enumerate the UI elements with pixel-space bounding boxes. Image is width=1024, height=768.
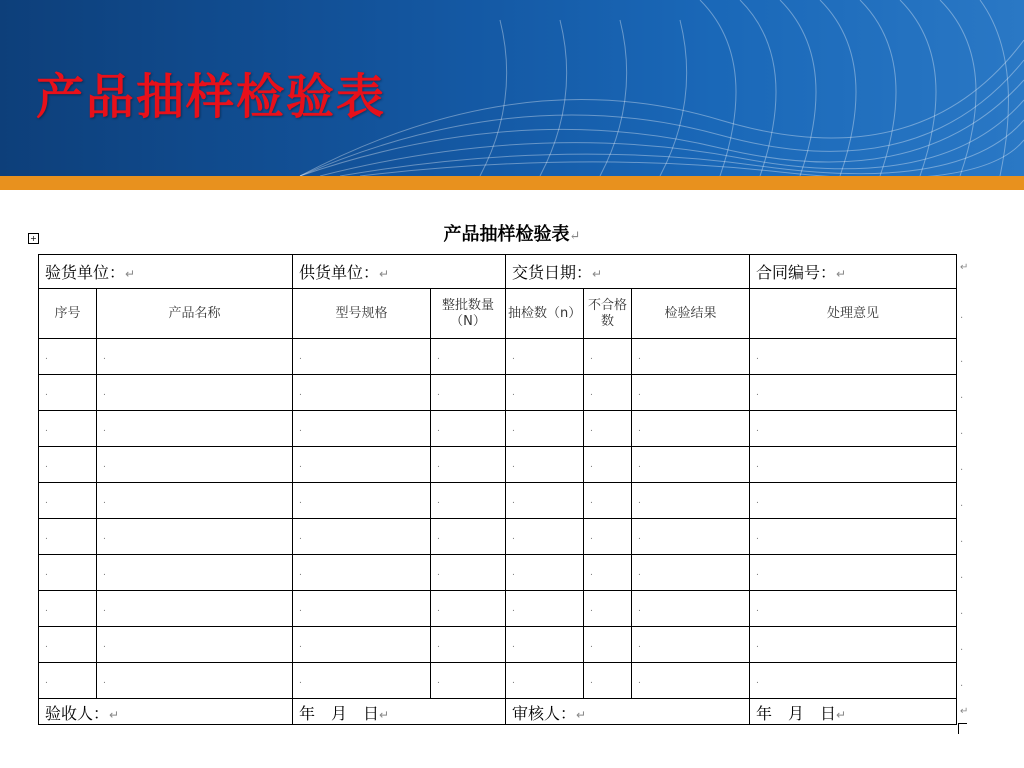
table-cell[interactable]: .	[506, 519, 584, 555]
table-resize-handle-icon[interactable]	[958, 723, 967, 734]
header-serial: 序号	[39, 289, 97, 339]
table-cell[interactable]: .	[750, 627, 957, 663]
row-end-mark: ↵	[960, 706, 969, 717]
supplier-unit-cell[interactable]	[293, 255, 506, 289]
table-cell[interactable]: .	[584, 375, 632, 411]
table-cell[interactable]: .	[584, 339, 632, 375]
table-cell[interactable]: .	[97, 663, 293, 699]
table-row	[39, 339, 957, 375]
table-cell[interactable]: .	[97, 339, 293, 375]
table-cell[interactable]: .	[632, 411, 750, 447]
header-defect-count: 不合格数	[584, 289, 632, 339]
table-cell[interactable]: .	[431, 663, 506, 699]
table-cell[interactable]: .	[632, 447, 750, 483]
table-cell[interactable]: .	[293, 591, 431, 627]
table-row	[39, 555, 957, 591]
table-cell[interactable]: .	[293, 627, 431, 663]
row-end-mark: .	[960, 310, 964, 321]
inspector-unit-label: 验货单位：	[45, 263, 126, 282]
table-cell[interactable]: .	[506, 375, 584, 411]
row-end-mark: .	[960, 354, 964, 365]
row-end-mark: .	[960, 606, 964, 617]
paragraph-mark: ↵	[379, 708, 390, 722]
table-cell[interactable]: .	[97, 483, 293, 519]
table-cell[interactable]: .	[584, 483, 632, 519]
row-end-mark: .	[960, 534, 964, 545]
table-cell[interactable]: .	[97, 447, 293, 483]
table-cell[interactable]: .	[431, 519, 506, 555]
table-cell[interactable]: .	[39, 591, 97, 627]
table-cell[interactable]: .	[431, 555, 506, 591]
table-cell[interactable]: .	[293, 483, 431, 519]
document-title-text: 产品抽样检验表	[443, 224, 570, 245]
table-cell[interactable]: .	[39, 483, 97, 519]
table-cell[interactable]: .	[750, 483, 957, 519]
inspector-unit-cell[interactable]	[39, 255, 293, 289]
row-end-mark: .	[960, 426, 964, 437]
paragraph-mark: ↵	[576, 708, 587, 722]
header-sample-count: 抽检数（n）	[506, 289, 584, 339]
table-cell[interactable]: .	[431, 375, 506, 411]
table-cell[interactable]: .	[632, 555, 750, 591]
table-cell[interactable]: .	[39, 411, 97, 447]
table-cell[interactable]: .	[39, 375, 97, 411]
header-product-name: 产品名称	[97, 289, 293, 339]
table-cell[interactable]: .	[97, 591, 293, 627]
table-cell[interactable]: .	[506, 627, 584, 663]
table-cell[interactable]: .	[506, 591, 584, 627]
reviewer-cell[interactable]	[506, 699, 750, 725]
table-cell[interactable]: .	[39, 627, 97, 663]
table-cell[interactable]: .	[506, 411, 584, 447]
table-cell[interactable]: .	[39, 663, 97, 699]
table-cell[interactable]: .	[431, 627, 506, 663]
delivery-date-label: 交货日期：	[512, 263, 593, 282]
table-row	[39, 447, 957, 483]
header-handling-opinion: 处理意见	[750, 289, 957, 339]
row-end-mark: .	[960, 390, 964, 401]
table-cell[interactable]: .	[584, 411, 632, 447]
table-row	[39, 627, 957, 663]
document-title	[0, 220, 1024, 246]
table-cell[interactable]: .	[97, 555, 293, 591]
contract-number-label: 合同编号：	[756, 263, 837, 282]
table-cell[interactable]: .	[750, 555, 957, 591]
table-cell[interactable]: .	[293, 447, 431, 483]
table-row	[39, 519, 957, 555]
table-cell[interactable]: .	[431, 339, 506, 375]
table-cell[interactable]: .	[39, 447, 97, 483]
header-inspection-result: 检验结果	[632, 289, 750, 339]
banner-title: 产品抽样检验表	[36, 69, 387, 125]
paragraph-mark: ↵	[569, 229, 581, 244]
table-cell[interactable]: .	[584, 519, 632, 555]
receiver-date-cell[interactable]	[293, 699, 506, 725]
table-row	[39, 375, 957, 411]
table-cell[interactable]: .	[97, 411, 293, 447]
header-row	[39, 289, 957, 339]
table-cell[interactable]: .	[431, 447, 506, 483]
header-banner	[0, 0, 1024, 176]
paragraph-mark: ↵	[592, 267, 603, 281]
table-cell[interactable]: .	[750, 375, 957, 411]
accent-bar	[0, 176, 1024, 190]
row-end-mark: .	[960, 570, 964, 581]
paragraph-mark: ↵	[125, 267, 136, 281]
table-cell[interactable]: .	[97, 375, 293, 411]
table-cell[interactable]: .	[750, 519, 957, 555]
table-cell[interactable]: .	[632, 591, 750, 627]
header-model-spec: 型号规格	[293, 289, 431, 339]
table-cell[interactable]: .	[97, 627, 293, 663]
receiver-label: 验收人：	[45, 704, 110, 723]
table-cell[interactable]: .	[750, 339, 957, 375]
delivery-date-cell[interactable]	[506, 255, 750, 289]
table-cell[interactable]: .	[293, 411, 431, 447]
row-end-mark: .	[960, 678, 964, 689]
table-row	[39, 663, 957, 699]
table-cell[interactable]: .	[506, 663, 584, 699]
paragraph-mark: ↵	[836, 708, 847, 722]
table-cell[interactable]: .	[293, 555, 431, 591]
header-batch-quantity: 整批数量（N）	[431, 289, 506, 339]
paragraph-mark: ↵	[109, 708, 120, 722]
table-cell[interactable]: .	[431, 591, 506, 627]
reviewer-date-label: 年 月 日	[756, 704, 837, 723]
paragraph-mark: ↵	[379, 267, 390, 281]
table-cell[interactable]: .	[584, 555, 632, 591]
row-end-mark: .	[960, 462, 964, 473]
paragraph-mark: ↵	[836, 267, 847, 281]
table-cell[interactable]: .	[584, 447, 632, 483]
info-row	[39, 255, 957, 289]
table-cell[interactable]: .	[584, 627, 632, 663]
contract-number-cell[interactable]	[750, 255, 957, 289]
table-cell[interactable]: .	[632, 483, 750, 519]
table-cell[interactable]: .	[584, 663, 632, 699]
row-end-mark: .	[960, 642, 964, 653]
table-cell[interactable]: .	[39, 339, 97, 375]
receiver-date-label: 年 月 日	[299, 704, 380, 723]
table-cell[interactable]: .	[39, 555, 97, 591]
table-cell[interactable]: .	[506, 555, 584, 591]
receiver-cell[interactable]	[39, 699, 293, 725]
reviewer-date-cell[interactable]	[750, 699, 957, 725]
table-row	[39, 411, 957, 447]
signature-row	[39, 699, 957, 725]
table-move-handle-icon[interactable]: +	[28, 233, 39, 244]
table-cell[interactable]: .	[506, 339, 584, 375]
table-cell[interactable]: .	[750, 663, 957, 699]
table-cell[interactable]: .	[431, 411, 506, 447]
table-cell[interactable]: .	[293, 339, 431, 375]
table-cell[interactable]: .	[750, 591, 957, 627]
table-cell[interactable]: .	[632, 375, 750, 411]
row-end-mark: .	[960, 498, 964, 509]
table-cell[interactable]: .	[506, 483, 584, 519]
table-cell[interactable]: .	[750, 447, 957, 483]
row-end-mark: ↵	[960, 262, 969, 273]
table-cell[interactable]: .	[584, 591, 632, 627]
table-cell[interactable]: .	[632, 627, 750, 663]
table-cell[interactable]: .	[293, 519, 431, 555]
table-cell[interactable]: .	[293, 375, 431, 411]
table-cell[interactable]: .	[39, 519, 97, 555]
table-cell[interactable]: .	[431, 483, 506, 519]
table-cell[interactable]: .	[506, 447, 584, 483]
table-cell[interactable]: .	[632, 663, 750, 699]
table-cell[interactable]: .	[632, 339, 750, 375]
table-row	[39, 483, 957, 519]
table-cell[interactable]: .	[293, 663, 431, 699]
table-row	[39, 591, 957, 627]
supplier-unit-label: 供货单位：	[299, 263, 380, 282]
table-cell[interactable]: .	[632, 519, 750, 555]
table-cell[interactable]: .	[750, 411, 957, 447]
inspection-form-table	[38, 254, 957, 725]
reviewer-label: 审核人：	[512, 704, 577, 723]
table-cell[interactable]: .	[97, 519, 293, 555]
